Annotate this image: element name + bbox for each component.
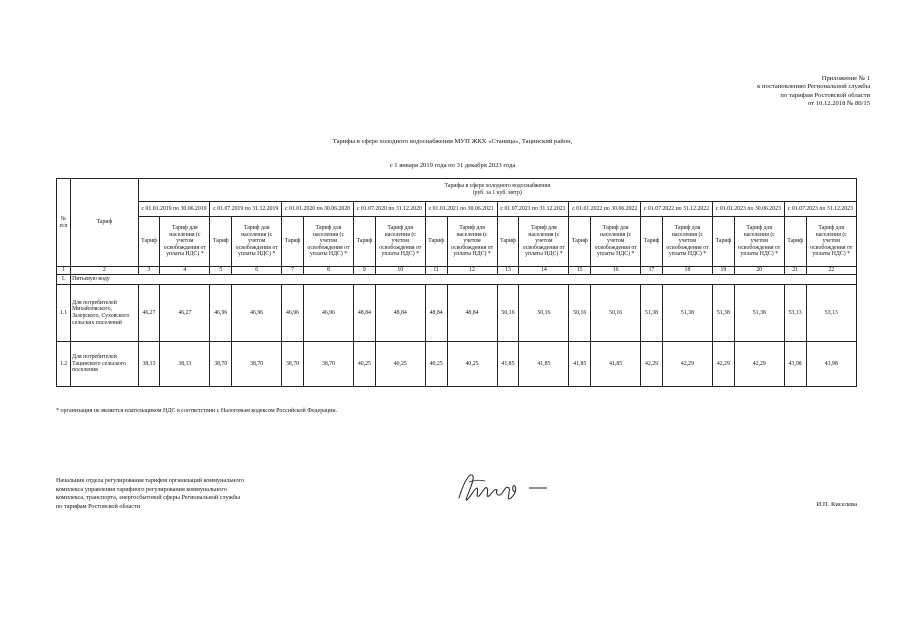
subheader-population-tariff: Тариф для населения (с учетом освобождения от уплаты НДС) *	[662, 217, 712, 267]
tariff-cell: 40,25	[447, 342, 497, 387]
subheader-tariff: Тариф	[210, 217, 232, 267]
subheader-population-tariff: Тариф для населения (с учетом освобождения от уплаты НДС) *	[303, 217, 353, 267]
subheader-population-tariff: Тариф для населения (с учетом освобождения от уплаты НДС) *	[806, 217, 856, 267]
tariff-cell: 48,84	[425, 285, 447, 342]
column-number: 5	[210, 267, 232, 275]
document-title: Тарифы в сфере холодного водоснабжения МУП ЖКХ «Станица», Тацинский район,	[332, 138, 573, 145]
subheader-population-tariff: Тариф для населения (с учетом освобождения от уплаты НДС) *	[232, 217, 282, 267]
header-group	[138, 179, 856, 202]
period-header: с 01.01.2021 по 30.06.2021	[425, 202, 497, 217]
tariff-cell: 41,85	[569, 342, 591, 387]
tariff-cell: 42,29	[734, 342, 784, 387]
subheader-tariff: Тариф	[425, 217, 447, 267]
subheader-tariff: Тариф	[497, 217, 519, 267]
subheader-tariff: Тариф	[282, 217, 304, 267]
header-group-title: Тарифы в сфере холодного водоснабжения	[444, 183, 551, 190]
column-number: 19	[712, 267, 734, 275]
column-number: 15	[569, 267, 591, 275]
column-number: 4	[160, 267, 210, 275]
tariff-cell: 46,96	[210, 285, 232, 342]
period-header: с 01.01.2019 по 30.06.2019	[138, 202, 210, 217]
tariff-cell: 53,13	[806, 285, 856, 342]
table-row	[57, 342, 857, 387]
handwritten-signature	[455, 468, 555, 508]
appendix-line: Приложение № 1	[821, 75, 870, 82]
subheader-tariff: Тариф	[569, 217, 591, 267]
tariff-cell: 41,85	[591, 342, 641, 387]
tariff-cell: 43,98	[784, 342, 806, 387]
period-header: с 01.07.2022 по 31.12.2022	[641, 202, 713, 217]
tariff-cell: 50,16	[497, 285, 519, 342]
column-number: 18	[662, 267, 712, 275]
signatory-position-line: комплекса управления тарифного регулирования коммунального	[56, 485, 227, 493]
signatory-name: И.П. Киселева	[816, 501, 857, 508]
header-tariff: Тариф	[71, 179, 138, 267]
column-number: 8	[303, 267, 353, 275]
table-row	[57, 285, 857, 342]
tariff-cell: 51,38	[662, 285, 712, 342]
column-number: 10	[375, 267, 425, 275]
tariff-cell: 43,98	[806, 342, 856, 387]
tariff-cell: 50,16	[591, 285, 641, 342]
column-number: 20	[734, 267, 784, 275]
column-number: 1	[57, 267, 71, 275]
tariff-cell: 40,25	[375, 342, 425, 387]
signatory-position-line: комплекса, транспорта, энергосбытовой сферы Региональной службы	[56, 494, 241, 502]
tariff-cell: 46,27	[160, 285, 210, 342]
column-number: 13	[497, 267, 519, 275]
tariff-cell: 51,38	[734, 285, 784, 342]
tariff-cell: 46,27	[138, 285, 160, 342]
column-number: 21	[784, 267, 806, 275]
subheader-population-tariff: Тариф для населения (с учетом освобождения от уплаты НДС) *	[160, 217, 210, 267]
tariff-cell: 38,70	[282, 342, 304, 387]
tariff-cell: 42,29	[641, 342, 663, 387]
appendix-line: от 10.12.2018 № 80/15	[807, 100, 870, 108]
appendix-line: к постановлению Региональной службы	[757, 83, 870, 91]
signatory-position-line: по тарифам Ростовской области	[56, 502, 141, 510]
tariff-cell: 38,70	[303, 342, 353, 387]
subheader-tariff: Тариф	[784, 217, 806, 267]
tariff-cell: 38,70	[210, 342, 232, 387]
tariff-cell: 51,38	[712, 285, 734, 342]
subheader-population-tariff: Тариф для населения (с учетом освобождения от уплаты НДС) *	[375, 217, 425, 267]
tariff-cell: 38,13	[138, 342, 160, 387]
column-number: 6	[232, 267, 282, 275]
signatory-position	[56, 477, 306, 511]
column-number: 3	[138, 267, 160, 275]
column-number-row	[57, 267, 857, 275]
tariff-cell: 38,13	[160, 342, 210, 387]
subheader-population-tariff: Тариф для населения (с учетом освобождения от уплаты НДС) *	[591, 217, 641, 267]
tariff-cell: 41,85	[519, 342, 569, 387]
tariff-cell: 41,85	[497, 342, 519, 387]
subheader-population-tariff: Тариф для населения (с учетом освобождения от уплаты НДС) *	[447, 217, 497, 267]
period-header: с 01.07.2023 по 31.12.2023	[784, 202, 856, 217]
column-number: 17	[641, 267, 663, 275]
subheader-population-tariff: Тариф для населения (с учетом освобождения от уплаты НДС) *	[734, 217, 784, 267]
tariff-cell: 46,96	[232, 285, 282, 342]
footnote: * организация не является плательщиком НДС в соответствии с Налоговым кодексом Российской Федерации.	[56, 408, 338, 414]
column-number: 9	[353, 267, 375, 275]
appendix-reference	[670, 75, 870, 109]
column-number: 11	[425, 267, 447, 275]
tariff-cell: 48,84	[375, 285, 425, 342]
row-label: Для потребителей Тацинского сельского поселения	[71, 342, 138, 387]
signatory-position-line: Начальник отдела регулирования тарифов организаций коммунального	[56, 477, 245, 484]
subheader-tariff: Тариф	[641, 217, 663, 267]
period-header: с 01.01.2023 по 30.06.2023	[712, 202, 784, 217]
header-group-unit: (руб. за 1 куб. метр)	[472, 190, 522, 196]
period-header: с 01.07.2021 по 31.12.2021	[497, 202, 569, 217]
tariff-cell: 48,84	[447, 285, 497, 342]
subheader-population-tariff: Тариф для населения (с учетом освобождения от уплаты НДС) *	[519, 217, 569, 267]
row-label: Для потребителей Михайловского, Зазерского, Суховского сельских поселений	[71, 285, 138, 342]
tariff-cell: 50,16	[519, 285, 569, 342]
document-period: с 1 января 2019 года по 31 декабря 2023 года	[389, 162, 516, 169]
tariff-cell: 40,25	[425, 342, 447, 387]
column-number: 22	[806, 267, 856, 275]
tariff-cell: 40,25	[353, 342, 375, 387]
tariff-cell: 46,96	[303, 285, 353, 342]
subheader-tariff: Тариф	[138, 217, 160, 267]
tariff-cell: 53,13	[784, 285, 806, 342]
subheader-tariff: Тариф	[353, 217, 375, 267]
period-header: с 01.01.2022 по 30.06.2022	[569, 202, 641, 217]
column-number: 16	[591, 267, 641, 275]
header-number: № п/п	[57, 179, 71, 267]
subheader-tariff: Тариф	[712, 217, 734, 267]
column-number: 2	[71, 267, 138, 275]
group-number: 1.	[57, 275, 71, 285]
column-number: 12	[447, 267, 497, 275]
tariff-table	[56, 178, 857, 387]
group-row	[57, 275, 857, 285]
row-number: 1.2	[57, 342, 71, 387]
tariff-cell: 48,84	[353, 285, 375, 342]
tariff-cell: 46,96	[282, 285, 304, 342]
tariff-cell: 42,29	[662, 342, 712, 387]
period-header: с 01.07.2019 по 31.12.2019	[210, 202, 282, 217]
column-number: 7	[282, 267, 304, 275]
group-label: Питьевую воду	[71, 275, 857, 285]
period-header: с 01.07.2020 по 31.12.2020	[353, 202, 425, 217]
period-header: с 01.01.2020 по 30.06.2020	[282, 202, 354, 217]
tariff-cell: 50,16	[569, 285, 591, 342]
row-number: 1.1	[57, 285, 71, 342]
appendix-line: по тарифам Ростовской области	[780, 91, 870, 99]
tariff-cell: 42,29	[712, 342, 734, 387]
tariff-cell: 38,70	[232, 342, 282, 387]
tariff-cell: 51,38	[641, 285, 663, 342]
column-number: 14	[519, 267, 569, 275]
